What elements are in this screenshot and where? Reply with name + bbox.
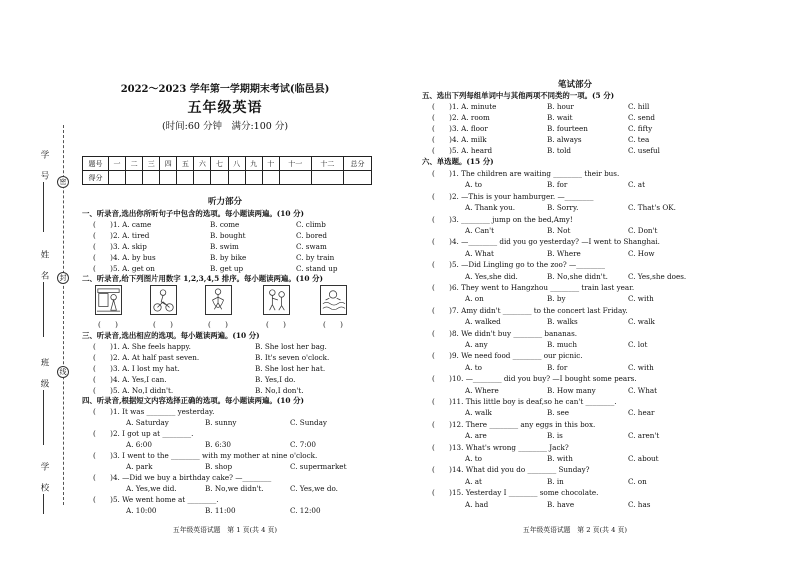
s4-q3-a: A. park bbox=[126, 462, 153, 471]
s3-q1: ( )1. A. She feels happy. bbox=[93, 342, 191, 351]
s4-q5-a: A. 10:00 bbox=[126, 506, 157, 515]
s6-q13: ( )13. What's wrong ________ Jack? bbox=[432, 442, 569, 452]
s4-q2-c: C. 7:00 bbox=[290, 440, 316, 449]
s3-q3-b: B. She lost her hat. bbox=[255, 364, 326, 373]
s6-q5-a: A. Yes,she did. bbox=[465, 271, 518, 281]
picture-3 bbox=[205, 285, 232, 315]
score-entry-cell[interactable] bbox=[228, 171, 245, 185]
name-label: 姓 名 bbox=[39, 250, 49, 282]
s1-q4: ( )4. A. by bus bbox=[93, 253, 156, 262]
s5-q5: ( )5. A. heard bbox=[432, 146, 493, 155]
class-label: 班 级 bbox=[39, 358, 49, 390]
picture-5 bbox=[320, 285, 347, 315]
s6-q2: ( )2. —This is your hamburger. —________ bbox=[432, 191, 594, 201]
score-cell: 四 bbox=[160, 157, 177, 171]
s6-q15: ( )15. Yesterday I ________ some chocolate. bbox=[432, 488, 599, 498]
s6-q14-b: B. in bbox=[547, 476, 564, 486]
s4-q3-b: B. shop bbox=[205, 462, 233, 471]
student-id-line bbox=[43, 182, 44, 232]
s2-bracket-2[interactable]: ( ) bbox=[153, 320, 173, 329]
s6-q11-a: A. walk bbox=[465, 408, 492, 418]
section-3-title: 三、听录音,选出相应的选项。每小题读两遍。(10 分) bbox=[82, 331, 260, 340]
s5-q3-b: B. fourteen bbox=[547, 124, 588, 133]
score-cell: 六 bbox=[194, 157, 211, 171]
s3-q4: ( )4. A. Yes,I can. bbox=[93, 375, 167, 384]
s1-q2-c: C. bored bbox=[296, 231, 328, 240]
s5-q2-b: B. wait bbox=[547, 113, 573, 122]
score-entry-cell[interactable] bbox=[211, 171, 228, 185]
s6-q3-b: B. Not bbox=[547, 226, 571, 235]
s6-q12-a: A. are bbox=[465, 431, 487, 441]
s6-q5: ( )5. —Did Lingling go to the zoo? —________ bbox=[432, 260, 605, 270]
score-entry-cell[interactable] bbox=[245, 171, 262, 185]
s5-q1: ( )1. A. minute bbox=[432, 102, 497, 111]
section-6-title: 六、单选题。(15 分) bbox=[422, 157, 494, 166]
s3-q5-b: B. No,I don't. bbox=[255, 386, 304, 395]
score-entry-cell[interactable] bbox=[279, 171, 311, 185]
section-4-title: 四、听录音,根据短文内容选择正确的选项。每小题读两遍。(10 分) bbox=[82, 396, 304, 405]
s4-q4-c: C. Yes,we do. bbox=[290, 484, 338, 493]
s6-q14-c: C. on bbox=[628, 476, 647, 486]
s5-q2-c: C. send bbox=[628, 113, 655, 122]
s6-q4-a: A. What bbox=[465, 248, 494, 258]
s1-q5: ( )5. A. get on bbox=[93, 264, 155, 273]
score-cell: 七 bbox=[211, 157, 228, 171]
s6-q8: ( )8. We didn't buy ________ bananas. bbox=[432, 328, 578, 338]
s6-q8-c: C. lot bbox=[628, 340, 648, 349]
s5-q1-b: B. hour bbox=[547, 102, 574, 111]
s4-q1-b: B. sunny bbox=[205, 418, 237, 427]
score-cell: 三 bbox=[143, 157, 160, 171]
school-line bbox=[43, 494, 44, 514]
s1-q1-b: B. come bbox=[210, 220, 240, 229]
s6-q10-b: B. How many bbox=[547, 385, 596, 395]
s6-q6-b: B. by bbox=[547, 294, 566, 304]
name-line bbox=[43, 282, 44, 337]
s1-q5-c: C. stand up bbox=[296, 264, 338, 273]
s6-q7-b: B. walks bbox=[547, 317, 578, 327]
s2-bracket-5[interactable]: ( ) bbox=[323, 320, 343, 329]
s4-q5-b: B. 11:00 bbox=[205, 506, 236, 515]
s6-q12-b: B. is bbox=[547, 431, 563, 441]
s6-q11-c: C. hear bbox=[628, 408, 655, 418]
s5-q2: ( )2. A. room bbox=[432, 113, 490, 122]
section-2-title: 二、听录音,给下列图片用数字 1,2,3,4,5 排序。每小题读两遍。(10 分) bbox=[82, 274, 323, 283]
score-table-score-row bbox=[83, 171, 372, 185]
score-table-header-row bbox=[83, 157, 372, 171]
footer-page-1: 五年级英语试题 第 1 页(共 4 页) bbox=[172, 526, 278, 534]
s4-q2-a: A. 6:00 bbox=[126, 440, 152, 449]
time-info: (时间:60 分钟 满分:100 分) bbox=[161, 121, 289, 132]
s1-q1-c: C. climb bbox=[296, 220, 326, 229]
s3-q2-b: B. It's seven o'clock. bbox=[255, 353, 330, 362]
score-entry-cell[interactable] bbox=[109, 171, 126, 185]
seal-feng: 封 bbox=[57, 272, 69, 284]
exam-title: 2022～2023 学年第一学期期末考试(临邑县) bbox=[120, 84, 330, 95]
s2-bracket-3[interactable]: ( ) bbox=[208, 320, 228, 329]
girl-at-train-station-icon bbox=[96, 286, 121, 314]
subject-title: 五年级英语 bbox=[187, 100, 263, 116]
s6-q12-c: C. aren't bbox=[628, 431, 660, 441]
s2-bracket-1[interactable]: ( ) bbox=[98, 320, 118, 329]
school-label: 学 校 bbox=[39, 462, 49, 494]
s6-q2-a: A. Thank you. bbox=[465, 203, 516, 213]
s6-q1: ( )1. The children are waiting ________ their bus. bbox=[432, 169, 620, 178]
s1-q2-b: B. bought bbox=[210, 231, 246, 240]
s1-q4-c: C. by train bbox=[296, 253, 335, 262]
s6-q6-c: C. with bbox=[628, 294, 654, 304]
s3-q2: ( )2. A. At half past seven. bbox=[93, 353, 200, 362]
s4-q1-a: A. Saturday bbox=[126, 418, 169, 427]
s6-q2-c: C. That's OK. bbox=[628, 203, 676, 213]
s5-q5-c: C. useful bbox=[628, 146, 660, 155]
s1-q3-c: C. swam bbox=[296, 242, 327, 251]
s6-q9-c: C. with bbox=[628, 362, 654, 372]
s6-q7-a: A. walked bbox=[465, 317, 501, 327]
s5-q3: ( )3. A. floor bbox=[432, 124, 488, 133]
s4-q1: ( )1. It was ________ yesterday. bbox=[93, 407, 215, 416]
footer-page-2: 五年级英语试题 第 2 页(共 4 页) bbox=[522, 526, 628, 534]
s4-q4-a: A. Yes,we did. bbox=[126, 484, 177, 493]
s6-q14: ( )14. What did you do ________ Sunday? bbox=[432, 465, 590, 475]
picture-4 bbox=[263, 285, 290, 315]
seal-mi: 密 bbox=[57, 176, 69, 188]
section-1-title: 一、听录音,选出你所听句子中包含的选项。每小题读两遍。(10 分) bbox=[82, 209, 304, 218]
section-5-title: 五、选出下列每组单词中与其他两项不同类的一项。(5 分) bbox=[422, 91, 615, 100]
score-entry-cell[interactable] bbox=[262, 171, 279, 185]
s6-q10: ( )10. —________ did you buy? —I bought some pears. bbox=[432, 374, 637, 384]
s5-q4-c: C. tea bbox=[628, 135, 650, 144]
s6-q4-c: C. How bbox=[628, 248, 655, 258]
seal-xian: 线 bbox=[57, 366, 69, 378]
s4-q3-c: C. supermarket bbox=[290, 462, 347, 471]
s5-q4: ( )4. A. milk bbox=[432, 135, 487, 144]
score-cell: 十二 bbox=[311, 157, 343, 171]
s6-q10-c: C. What bbox=[628, 385, 658, 395]
s4-q4: ( )4. —Did we buy a birthday cake? —________ bbox=[93, 473, 272, 482]
s2-bracket-4[interactable]: ( ) bbox=[266, 320, 286, 329]
s1-q2: ( )2. A. tired bbox=[93, 231, 150, 240]
student-id-label: 学 号 bbox=[39, 150, 49, 182]
s6-q3: ( )3. ________ jump on the bed,Amy! bbox=[432, 214, 573, 224]
s6-q7: ( )7. Amy didn't ________ to the concert last Friday. bbox=[432, 305, 628, 315]
s6-q6: ( )6. They went to Hangzhou ________ train last year. bbox=[432, 283, 635, 292]
class-line bbox=[43, 390, 44, 445]
listening-title: 听力部分 bbox=[207, 197, 242, 207]
s6-q1-a: A. to bbox=[465, 180, 482, 190]
score-cell: 得分 bbox=[83, 171, 109, 185]
s4-q5-c: C. 12:00 bbox=[290, 506, 321, 515]
s1-q3-b: B. swim bbox=[210, 242, 239, 251]
s1-q1: ( )1. A. came bbox=[93, 220, 152, 229]
s6-q15-c: C. has bbox=[628, 499, 651, 509]
score-entry-cell[interactable] bbox=[160, 171, 177, 185]
s6-q5-b: B. No,she didn't. bbox=[547, 271, 608, 281]
s6-q7-c: C. walk bbox=[628, 317, 655, 327]
children-dancing-icon bbox=[264, 286, 289, 314]
s4-q2: ( )2. I got up at ________. bbox=[93, 429, 194, 438]
s6-q15-a: A. had bbox=[465, 499, 489, 509]
score-cell: 八 bbox=[228, 157, 245, 171]
s6-q5-c: C. Yes,she does. bbox=[628, 271, 687, 281]
s1-q3: ( )3. A. skip bbox=[93, 242, 147, 251]
score-entry-cell[interactable] bbox=[194, 171, 211, 185]
s6-q12: ( )12. There ________ any eggs in this box. bbox=[432, 419, 596, 429]
s4-q5: ( )5. We went home at ________. bbox=[93, 495, 219, 504]
s4-q2-b: B. 6:30 bbox=[205, 440, 231, 449]
score-cell: 一 bbox=[109, 157, 126, 171]
score-cell: 总分 bbox=[344, 157, 372, 171]
s6-q11: ( )11. This little boy is deaf,so he can't ________. bbox=[432, 397, 617, 406]
s6-q4-b: B. Where bbox=[547, 248, 581, 258]
s3-q5: ( )5. A. No,I didn't. bbox=[93, 386, 174, 395]
score-cell: 五 bbox=[177, 157, 194, 171]
s6-q13-c: C. about bbox=[628, 454, 659, 463]
s5-q4-b: B. always bbox=[547, 135, 582, 144]
score-cell: 题号 bbox=[83, 157, 109, 171]
s6-q4: ( )4. —________ did you go yesterday? —I went to Shanghai. bbox=[432, 237, 660, 247]
score-entry-cell[interactable] bbox=[311, 171, 343, 185]
s6-q15-b: B. have bbox=[547, 499, 575, 509]
s3-q3: ( )3. A. I lost my hat. bbox=[93, 364, 180, 373]
s6-q6-a: A. on bbox=[465, 294, 484, 304]
s6-q10-a: A. Where bbox=[465, 385, 499, 395]
s5-q3-c: C. fifty bbox=[628, 124, 653, 133]
score-cell: 九 bbox=[245, 157, 262, 171]
score-entry-cell[interactable] bbox=[344, 171, 372, 185]
score-cell: 十 bbox=[262, 157, 279, 171]
s6-q14-a: A. at bbox=[465, 476, 482, 486]
score-table bbox=[82, 156, 372, 185]
s1-q5-b: B. get up bbox=[210, 264, 244, 273]
s3-q4-b: B. Yes,I do. bbox=[255, 375, 296, 384]
s6-q8-a: A. any bbox=[465, 340, 488, 349]
score-entry-cell[interactable] bbox=[177, 171, 194, 185]
s6-q8-b: B. much bbox=[547, 340, 577, 349]
score-entry-cell[interactable] bbox=[143, 171, 160, 185]
s4-q1-c: C. Sunday bbox=[290, 418, 327, 427]
s6-q1-c: C. at bbox=[628, 180, 645, 190]
s6-q13-b: B. with bbox=[547, 454, 573, 463]
girl-swimming-icon bbox=[321, 286, 346, 314]
boy-riding-bike-icon bbox=[151, 286, 176, 314]
s6-q1-b: B. for bbox=[547, 180, 568, 190]
s5-q1-c: C. hill bbox=[628, 102, 650, 111]
s6-q3-c: C. Don't bbox=[628, 226, 658, 235]
score-cell: 二 bbox=[126, 157, 143, 171]
s6-q11-b: B. see bbox=[547, 408, 570, 418]
s5-q5-b: B. told bbox=[547, 146, 571, 155]
s3-q1-b: B. She lost her bag. bbox=[255, 342, 327, 351]
s6-q3-a: A. Can't bbox=[465, 226, 495, 235]
s4-q3: ( )3. I went to the ________ with my mother at nine o'clock. bbox=[93, 451, 318, 460]
score-cell: 十一 bbox=[279, 157, 311, 171]
s4-q4-b: B. No,we didn't. bbox=[205, 484, 264, 493]
s1-q4-b: B. by bike bbox=[210, 253, 247, 262]
s6-q13-a: A. to bbox=[465, 454, 482, 463]
s6-q2-b: B. Sorry. bbox=[547, 203, 579, 213]
s6-q9-a: A. to bbox=[465, 362, 482, 372]
picture-1 bbox=[95, 285, 122, 315]
girl-skipping-icon bbox=[206, 286, 231, 314]
s6-q9: ( )9. We need food ________ our picnic. bbox=[432, 351, 583, 361]
writing-title: 笔试部分 bbox=[557, 80, 592, 90]
s6-q9-b: B. for bbox=[547, 362, 568, 372]
score-entry-cell[interactable] bbox=[126, 171, 143, 185]
picture-2 bbox=[150, 285, 177, 315]
